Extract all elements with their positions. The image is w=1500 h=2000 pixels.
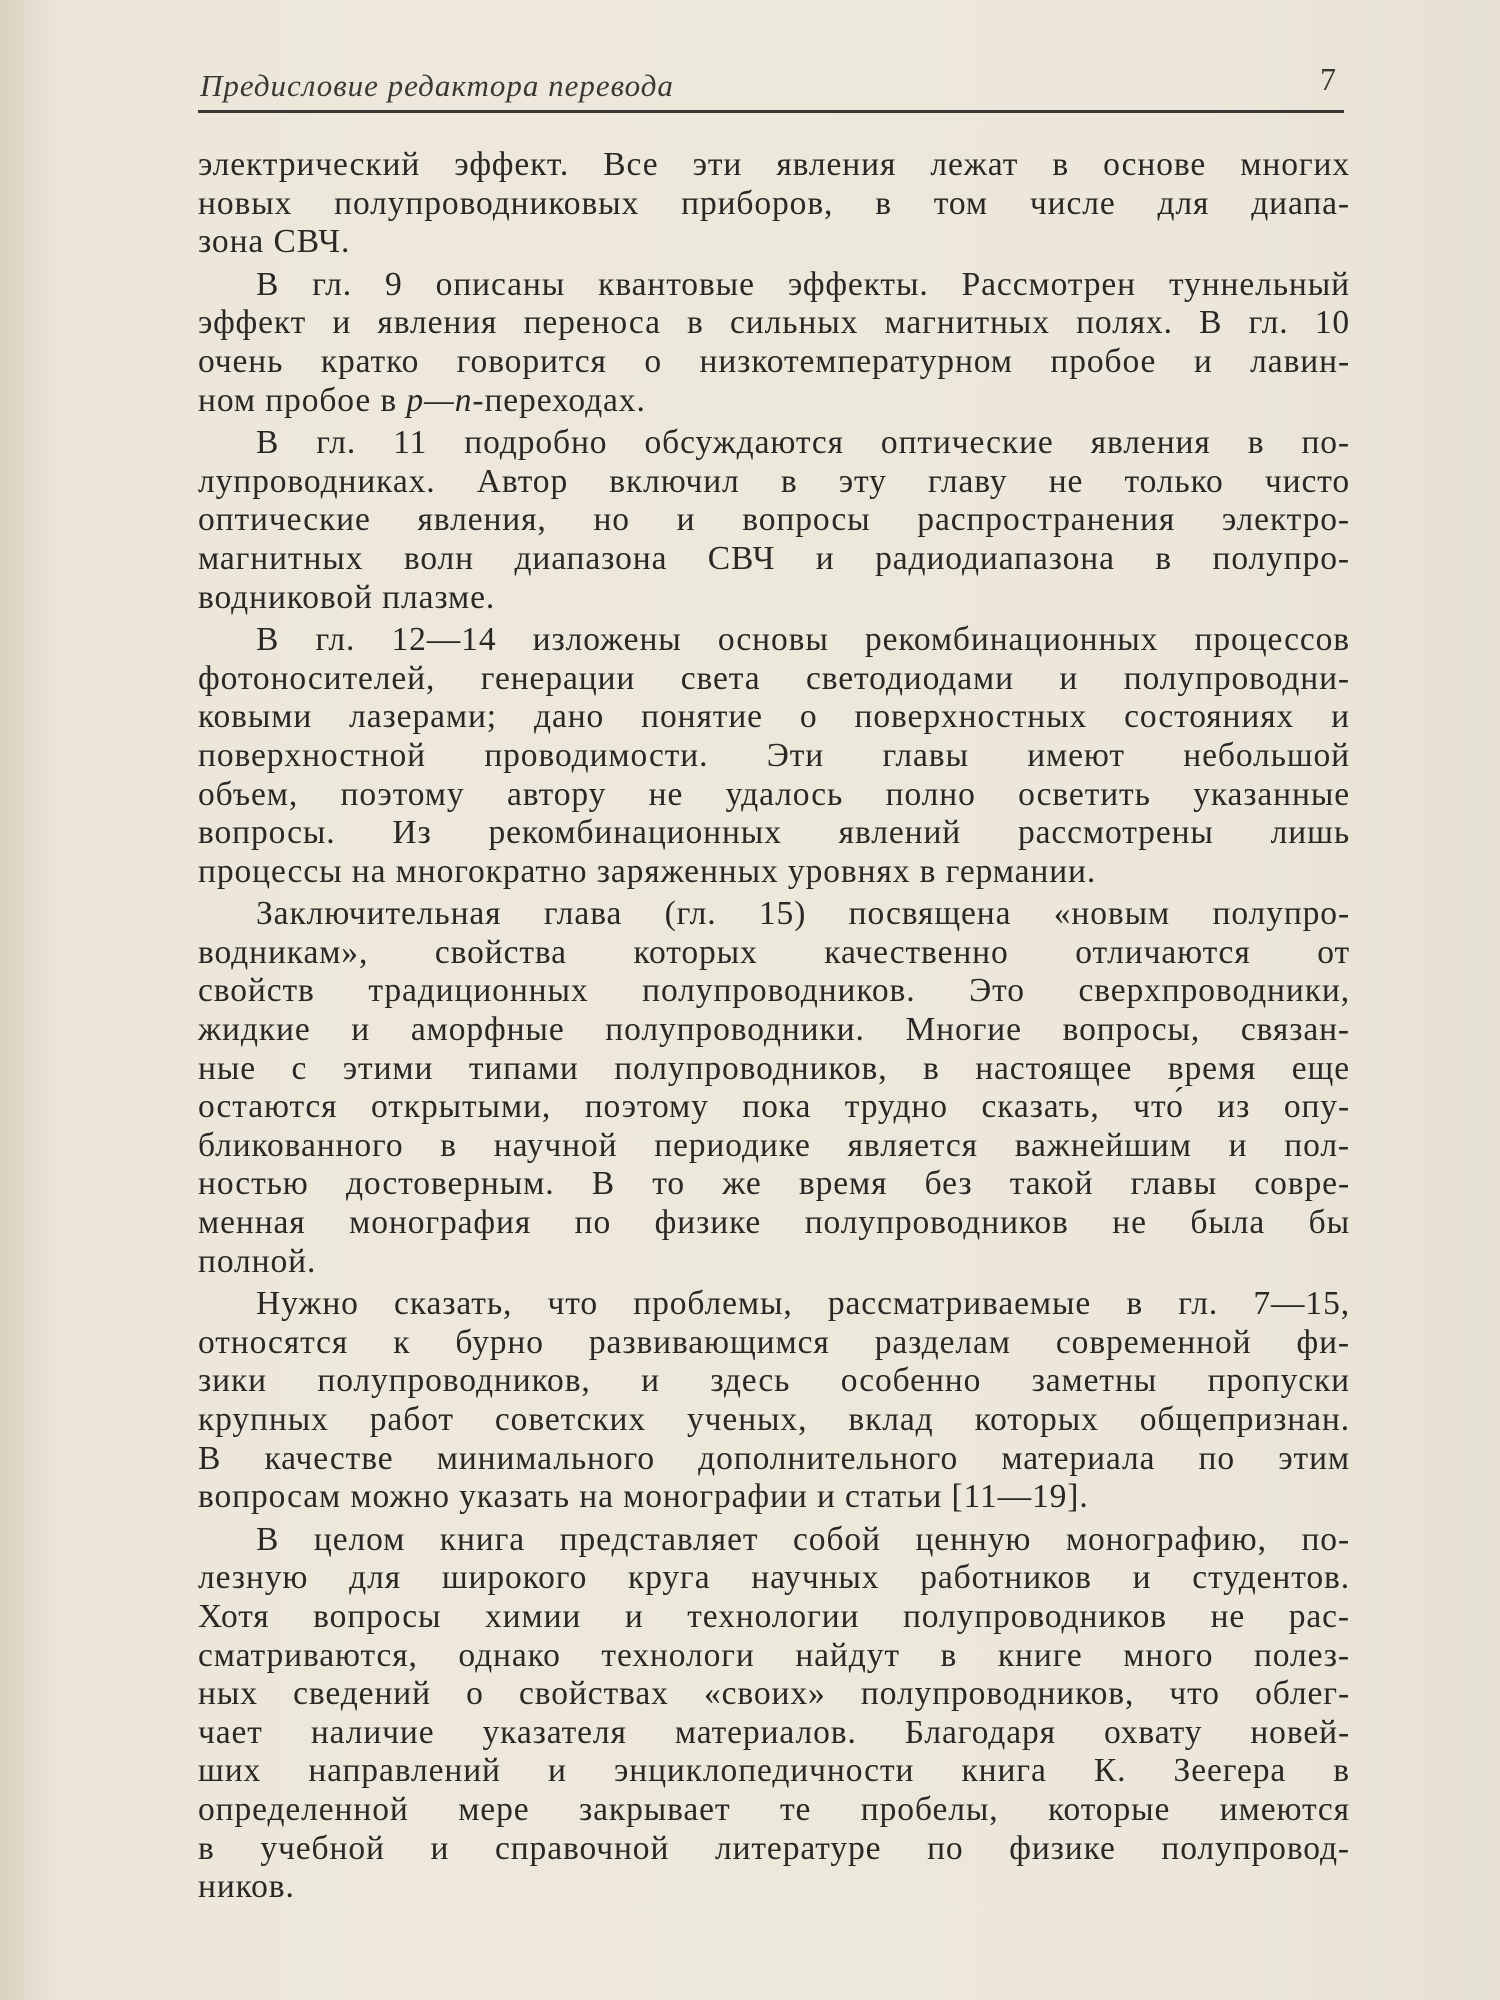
text-line: бликованного в научной периодике является важнейшим и пол- xyxy=(198,1126,1350,1164)
text-line: остаются открытыми, поэтому пока трудно сказать, что́ из опу- xyxy=(198,1088,1350,1126)
text-line: В гл. 12—14 изложены основы рекомбинационных процессов xyxy=(256,621,1350,659)
text-line: ных сведений о свойствах «своих» полупроводников, что облег- xyxy=(198,1675,1350,1713)
text-line: эффект и явления переноса в сильных магнитных полях. В гл. 10 xyxy=(198,304,1350,342)
text-line: В гл. 9 описаны квантовые эффекты. Рассмотрен туннельный xyxy=(256,265,1350,303)
pn-notation: p—n xyxy=(406,381,473,419)
text-line: В целом книга представляет собой ценную монографию, по- xyxy=(256,1520,1350,1558)
text-line: электрический эффект. Все эти явления лежат в основе многих xyxy=(198,146,1350,183)
page-header xyxy=(198,58,1344,113)
text-line: новых полупроводниковых приборов, в том числе для диапа- xyxy=(198,184,1350,222)
text-line: относятся к бурно развивающимся разделам современной фи- xyxy=(198,1323,1350,1361)
text-line: сматриваются, однако технологи найдут в книге много полез- xyxy=(198,1636,1350,1674)
text-line: В качестве минимального дополнительного материала по этим xyxy=(198,1439,1350,1477)
paragraph xyxy=(198,621,1350,891)
text-line: чает наличие указателя материалов. Благодаря охвату новей- xyxy=(198,1713,1350,1751)
text-line: В гл. 11 подробно обсуждаются оптические явления в по- xyxy=(256,424,1350,462)
text-line: объем, поэтому автору не удалось полно осветить указанные xyxy=(198,775,1350,813)
text-line: Хотя вопросы химии и технологии полупроводников не рас- xyxy=(198,1597,1350,1635)
text-line: Заключительная глава (гл. 15) посвящена «новым полупро- xyxy=(256,895,1350,933)
paragraph xyxy=(198,266,1350,420)
text-line: свойств традиционных полупроводников. Это сверхпроводники, xyxy=(198,972,1350,1010)
text-line: оптические явления, но и вопросы распространения электро- xyxy=(198,501,1350,539)
paragraph xyxy=(198,146,1350,262)
text-line: определенной мере закрывает те пробелы, которые имеются xyxy=(198,1790,1350,1828)
text-line: ковыми лазерами; дано понятие о поверхностных состояниях и xyxy=(198,698,1350,736)
text-line: очень кратко говорится о низкотемпературном пробое и лавин- xyxy=(198,342,1350,380)
text-line: процессы на многократно заряженных уровнях в германии. xyxy=(198,852,1097,890)
text-line: крупных работ советских ученых, вклад которых общепризнан. xyxy=(198,1401,1350,1438)
text-line: магнитных волн диапазона СВЧ и радиодиапазона в полупро- xyxy=(198,539,1350,577)
text-line: Нужно сказать, что проблемы, рассматриваемые в гл. 7—15, xyxy=(256,1285,1350,1323)
text-line: ном пробое в p—n-переходах. xyxy=(198,381,646,419)
body-text xyxy=(198,146,1350,1907)
text-line: поверхностной проводимости. Эти главы имеют небольшой xyxy=(198,736,1350,774)
text-line: водникам», свойства которых качественно отличаются от xyxy=(198,933,1350,971)
text-line: лупроводниках. Автор включил в эту главу не только чисто xyxy=(198,462,1350,500)
text-line: ников. xyxy=(198,1868,295,1906)
page-number: 7 xyxy=(1320,61,1336,97)
text-line: жидкие и аморфные полупроводники. Многие вопросы, связан- xyxy=(198,1011,1350,1049)
text-line: в учебной и справочной литературе по физике полупровод- xyxy=(198,1829,1350,1867)
text-line: ших направлений и энциклопедичности книга К. Зеегера в xyxy=(198,1752,1350,1790)
text-line: зики полупроводников, и здесь особенно заметны пропуски xyxy=(198,1362,1350,1400)
text-line: фотоносителей, генерации света светодиодами и полупроводни- xyxy=(198,659,1350,697)
paragraph xyxy=(198,1285,1350,1517)
paragraph xyxy=(198,895,1350,1281)
text-line: водниковой плазме. xyxy=(198,578,496,616)
text-line: ные с этими типами полупроводников, в настоящее время еще xyxy=(198,1049,1350,1087)
text-line: менная монография по физике полупроводников не была бы xyxy=(198,1204,1350,1242)
text-line: лезную для широкого круга научных работников и студентов. xyxy=(198,1559,1350,1597)
text-line: ностью достоверным. В то же время без такой главы совре- xyxy=(198,1165,1350,1203)
text-line: вопросы. Из рекомбинационных явлений рассмотрены лишь xyxy=(198,814,1350,852)
text-line: зона СВЧ. xyxy=(198,223,351,261)
text-line: полной. xyxy=(198,1242,317,1280)
paragraph xyxy=(198,1521,1350,1907)
running-title: Предисловие редактора перевода xyxy=(200,68,674,103)
paragraph xyxy=(198,424,1350,617)
text-line: вопросам можно указать на монографии и статьи [11—19]. xyxy=(198,1478,1089,1516)
